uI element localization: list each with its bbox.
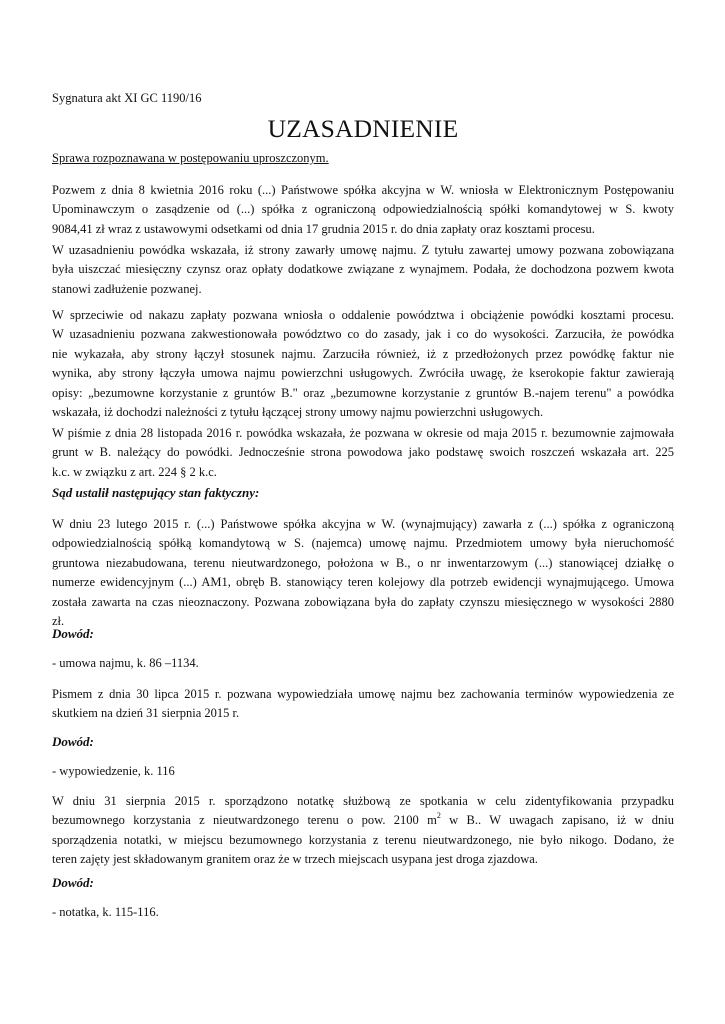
paragraph-line: Upominawczym o zasądzenie od (...) spółka z ograniczoną odpowiedzialnością spółki komandytowej w S. kwoty bbox=[52, 202, 674, 217]
paragraph-line: Pismem z dnia 30 lipca 2015 r. pozwana wypowiedziała umowę najmu bez zachowania terminów wypowiedzenia ze bbox=[52, 687, 674, 701]
superscript: 2 bbox=[436, 811, 441, 821]
paragraph-termination bbox=[52, 685, 674, 724]
paragraph-line: była uiszczać miesięczny czynsz oraz opłaty dodatkowe związane z wynajmem. Podała, że dochodzona pozwem kwota bbox=[52, 262, 674, 277]
paragraph-line: W piśmie z dnia 28 listopada 2016 r. powódka wskazała, że pozwana w okresie od maja 2015 r. bezumownie zajmowała bbox=[52, 426, 674, 440]
proof-item: - notatka, k. 115-116. bbox=[52, 905, 159, 919]
line-text: bezumownego korzystania z nieutwardzonego terenu o pow. 2100 m bbox=[52, 813, 437, 828]
paragraph-line: skutkiem na dzień 31 sierpnia 2015 r. bbox=[52, 706, 240, 721]
paragraph-line: 9084,41 zł wraz z ustawowymi odsetkami od dnia 17 grudnia 2015 r. do dnia zapłaty oraz kosztami procesu. bbox=[52, 221, 595, 236]
proof-heading: Dowód: bbox=[52, 626, 94, 641]
paragraph-line: teren zajęty jest składowanym granitem oraz że w trzech miejscach usypana jest droga zjazdowa. bbox=[52, 852, 538, 867]
paragraph-claim bbox=[52, 181, 674, 239]
document-title: UZASADNIENIE bbox=[267, 114, 459, 143]
proof-heading: Dowód: bbox=[52, 875, 94, 890]
paragraph-line: odpowiedzialnością spółką komandytową w S. (najemca) umowę najmu. Przedmiotem umowy była nieruchomość bbox=[52, 536, 674, 551]
paragraph-line: zł. bbox=[52, 613, 65, 628]
proof-item: - wypowiedzenie, k. 116 bbox=[52, 764, 175, 778]
paragraph-line: stanowi zadłużenie pozwanej. bbox=[52, 281, 202, 296]
line-text: w B.. W uwagach zapisano, iż w dniu bbox=[440, 813, 675, 828]
paragraph-line: grunt w B. należący do powódki. Jednocześnie strona powodowa jako podstawę swoich roszczeń wskazała art. 225 bbox=[52, 445, 674, 460]
paragraph-letter-november bbox=[52, 424, 674, 482]
proof-heading: Dowód: bbox=[52, 734, 94, 749]
paragraph-line: numerze ewidencyjnym (...) AM1, obręb B. stanowiący teren kolejowy dla potrzeb ewidencji wynajmującego. Umowa bbox=[52, 575, 674, 590]
paragraph-lease-agreement bbox=[52, 515, 674, 631]
paragraph-line: wskazała, iż dochodzi należności z tytułu łączącej strony umowy najmu powierzchni usługowych. bbox=[52, 404, 544, 419]
paragraph-service-note bbox=[52, 792, 674, 870]
paragraph-line: nie wykazała, aby strony łączył stosunek najmu. Zarzuciła również, iż z przedłożonych przez powódkę faktur nie bbox=[52, 346, 674, 361]
paragraph-line: k.c. w związku z art. 224 § 2 k.c. bbox=[52, 464, 217, 479]
case-signature: Sygnatura akt XI GC 1190/16 bbox=[52, 91, 202, 105]
paragraph-line: została zawarta na czas nieoznaczony. Pozwana zobowiązana była do zapłaty czynszu miesięcznego w wysokości 2880 bbox=[52, 594, 674, 609]
paragraph-line: W uzasadnieniu powódka wskazała, iż strony zawarły umowę najmu. Z tytułu zawartej umowy pozwana zobowiązana bbox=[52, 243, 674, 257]
paragraph-line: Pozwem z dnia 8 kwietnia 2016 roku (...) Państwowe spółka akcyjna w W. wniosła w Elektronicznym Postępowaniu bbox=[52, 183, 674, 197]
paragraph-line: W sprzeciwie od nakazu zapłaty pozwana wniosła o oddalenie powództwa i obciążenie powódki kosztami procesu. bbox=[52, 308, 674, 322]
proof-item: - umowa najmu, k. 86 –1134. bbox=[52, 656, 199, 670]
paragraph-line: W dniu 31 sierpnia 2015 r. sporządzono notatkę służbową ze spotkania w celu zidentyfikowania przypadku bbox=[52, 794, 674, 808]
paragraph-justification bbox=[52, 241, 674, 299]
paragraph-line: sporządzenia notatki, w miejscu bezumownego korzystania z terenu nieutwardzonego, nie było nikogo. Dodano, że bbox=[52, 832, 674, 847]
paragraph-line: W dniu 23 lutego 2015 r. (...) Państwowe spółka akcyjna w W. (wynajmujący) zawarła z (...) spółka z ograniczoną bbox=[52, 517, 674, 531]
paragraph-line: gruntowa niezabudowana, terenu nieutwardzonego, położona w B., o nr inwentarzowym (...) stanowiącej działkę o bbox=[52, 555, 674, 570]
paragraph-objection bbox=[52, 306, 674, 422]
paragraph-line: W uzasadnieniu pozwana zakwestionowała powództwo co do zasady, jak i co do wysokości. Zarzuciła, że powódka bbox=[52, 327, 674, 342]
heading-facts: Sąd ustalił następujący stan faktyczny: bbox=[52, 485, 260, 500]
paragraph-line: opisy: „bezumowne korzystanie z gruntów B." oraz „bezumowne korzystanie z gruntów B.-najem terenu" a powódka bbox=[52, 385, 674, 400]
document-subtitle: Sprawa rozpoznawana w postępowaniu uproszczonym. bbox=[52, 151, 329, 165]
paragraph-line: wynika, aby strony łączyła umowa najmu powierzchni usługowych. Zwróciła uwagę, że kserokopie faktur zawierają bbox=[52, 366, 674, 381]
paragraph-line bbox=[52, 811, 674, 830]
